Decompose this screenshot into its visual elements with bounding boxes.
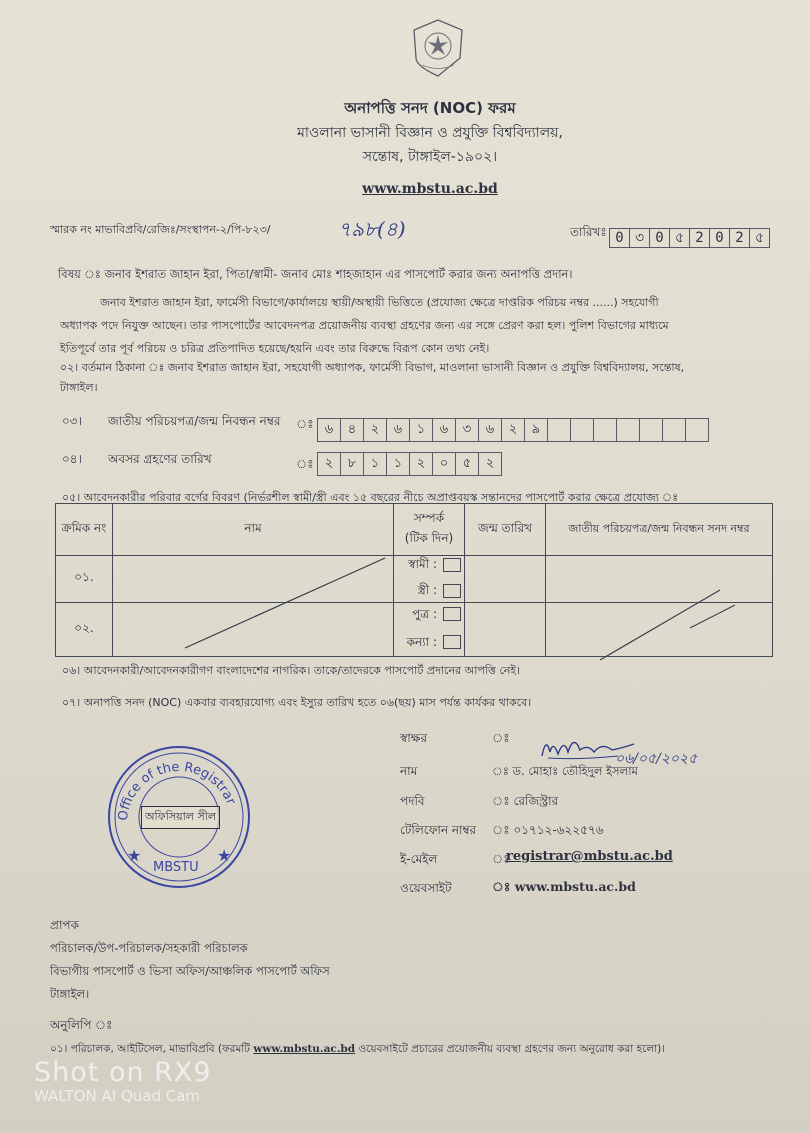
phone-label: টেলিফোন নাম্বর (400, 823, 477, 837)
recipient-label: প্রাপক (50, 918, 79, 932)
memo-number-handwritten: ৭৯৮(৪) (338, 217, 406, 241)
header-name: নাম (113, 504, 394, 556)
website-value: ঃ www.mbstu.ac.bd (492, 879, 636, 894)
seal-bottom-text: MBSTU (153, 860, 199, 875)
retirement-digit-box: ২ (409, 452, 433, 476)
row-nid-cell (546, 556, 773, 603)
row-name-cell (113, 603, 394, 657)
date-digit-box: 0 (709, 228, 730, 248)
retirement-label: অবসর গ্রহণের তারিখ (108, 452, 212, 466)
header-birthdate: জন্ম তারিখ (465, 504, 546, 556)
svg-text:★: ★ (127, 846, 142, 865)
nid-digit-box (662, 418, 686, 442)
name-label: নাম (400, 764, 418, 778)
nid-colon: ঃ (296, 417, 314, 431)
item1-line2: অধ্যাপক পদে নিযুক্ত আছেন। তার পাসপোর্টের আবেদনপত্র প্রয়োজনীয় ব্যবস্থা গ্রহণের জন্য এর সঙ্গে প্রেরণ করা হল। পুলিশ বিভাগের মাধ্যমে (60, 319, 669, 332)
row-birthdate-cell (465, 603, 546, 657)
form-title: অনাপত্তি সনদ (NOC) ফরম (344, 99, 516, 117)
copy-line: ০১। পরিচালক, আইটিসেল, মাভাবিপ্রবি (ফরমটি www.mbstu.ac.bd ওয়েবসাইটে প্রচারের প্রয়োজনীয় ব্যবস্থা গ্রহণের জন্য অনুরোধ করা হলো)। (50, 1043, 666, 1055)
date-digit-box: 0 (609, 228, 630, 248)
header-website: www.mbstu.ac.bd (362, 181, 498, 197)
row-nid-cell (546, 603, 773, 657)
nid-digit-box: ২ (363, 418, 387, 442)
item7-line: ০৭। অনাপত্তি সনদ (NOC) একবার ব্যবহারযোগ্য এবং ইস্যুর তারিখ হতে ০৬(ছয়) মাস পর্যন্ত কার্যকর থাকবে। (62, 696, 532, 709)
nid-digit-box: ৬ (432, 418, 456, 442)
row-name-cell (113, 556, 394, 603)
nid-digit-box: ৬ (386, 418, 410, 442)
nid-digit-box: ৬ (317, 418, 341, 442)
signature-date: ০৬/০৫/২০২৫ (615, 751, 698, 767)
nid-digit-box (685, 418, 709, 442)
header-nid: জাতীয় পরিচয়পত্র/জন্ম নিবন্ধন সনদ নম্বর (546, 504, 773, 556)
nid-digit-box (547, 418, 571, 442)
name-value: ঃ ড. মোহাঃ তৌহিদুল ইসলাম (492, 764, 638, 778)
email-link[interactable]: registrar@mbstu.ac.bd (506, 849, 673, 864)
copy-website-link[interactable]: www.mbstu.ac.bd (253, 1043, 356, 1055)
item1-line1: জনাব ইশরাত জাহান ইরা, ফার্মেসী বিভাগে/কার্যালয়ে স্থায়ী/অস্থায়ী ভিত্তিতে (প্রযোজ্য ক্ষেত্রে দাপ্তরিক পরিচয় নম্বর ......) সহযোগী (100, 296, 659, 309)
phone-value: ঃ ০১৭১২-৬২২৫৭৬ (492, 823, 604, 837)
signature-colon: ঃ (492, 731, 510, 745)
date-label: তারিখঃ (570, 225, 607, 239)
son-checkbox[interactable] (443, 607, 461, 621)
nid-digit-box: ৯ (524, 418, 548, 442)
nid-digit-box: ৬ (478, 418, 502, 442)
designation-label: পদবি (400, 794, 425, 808)
wife-checkbox[interactable] (443, 584, 461, 598)
signature-label: স্বাক্ষর (400, 731, 428, 745)
retirement-colon: ঃ (296, 457, 314, 471)
copy-label: অনুলিপি ঃ (50, 1018, 113, 1032)
date-digit-box: ৫ (749, 228, 770, 248)
retirement-digit-box: ১ (386, 452, 410, 476)
retirement-digit-box: ২ (317, 452, 341, 476)
date-digit-box: 2 (729, 228, 750, 248)
row-serial: ০১. (56, 556, 113, 603)
recipient-line2: বিভাগীয় পাসপোর্ট ও ভিসা অফিস/আঞ্চলিক পাসপোর্ট অফিস (50, 964, 330, 978)
recipient-line3: টাঙ্গাইল। (50, 987, 90, 1001)
svg-text:★: ★ (217, 846, 232, 865)
date-digit-box: ৫ (669, 228, 690, 248)
date-digit-box: 0 (649, 228, 670, 248)
recipient-line1: পরিচালক/উপ-পরিচালক/সহকারী পরিচালক (50, 941, 248, 955)
item4-number: ০৪। (62, 452, 82, 466)
item2-line1: ০২। বর্তমান ঠিকানা ঃ জনাব ইশরাত জাহান ইরা, সহযোগী অধ্যাপক, ফার্মেসী বিভাগ, মাওলানা ভাসানী বিজ্ঞান ও প্রযুক্তি বিশ্ববিদ্যালয়, সন্তোষ, (60, 361, 685, 374)
seal-outer-text: Office of the Registrar (115, 759, 239, 822)
memo-date-boxes (610, 228, 770, 248)
header-serial: ক্রমিক নং (56, 504, 113, 556)
designation-value: ঃ রেজিস্ট্রার (492, 794, 559, 808)
retirement-digit-box: ০ (432, 452, 456, 476)
university-logo-icon (410, 18, 466, 78)
header-relation: সম্পর্ক (টিক দিন) (394, 504, 465, 556)
nid-digit-box: ২ (501, 418, 525, 442)
university-address: সন্তোষ, টাঙ্গাইল-১৯০২। (362, 149, 498, 165)
website-label: ওয়েবসাইট (400, 881, 452, 895)
husband-checkbox[interactable] (443, 558, 461, 572)
item5-line: ০৫। আবেদনকারীর পরিবার বর্গের বিবরণ (নির্ভরশীল স্বামী/স্ত্রী এবং ১৫ বছরের নীচে অপ্রাপ্তবয়স্ক সন্তানদের পাসপোর্ট করার ক্ষেত্রে প্রযোজ্য ঃ (62, 491, 679, 504)
nid-digit-box (570, 418, 594, 442)
nid-digit-box (639, 418, 663, 442)
date-digit-box: 2 (689, 228, 710, 248)
family-table-header (56, 504, 773, 556)
table-row (56, 556, 773, 603)
retirement-date-boxes (318, 452, 502, 476)
retirement-digit-box: ১ (363, 452, 387, 476)
retirement-digit-box: ২ (478, 452, 502, 476)
nid-digit-box (616, 418, 640, 442)
item1-line3: ইতিপূর্বে তার পূর্ব পরিচয় ও চরিত্র প্রতিপাদিত হয়েছে/হয়নি এবং তার বিরুদ্ধে বিরূপ কোন তথ্য নেই। (60, 342, 490, 355)
table-row (56, 603, 773, 657)
nid-digit-box (593, 418, 617, 442)
subject-line: বিষয় ঃ জনাব ইশরাত জাহান ইরা, পিতা/স্বামী- জনাব মোঃ শাহজাহান এর পাসপোর্ট করার জন্য অনাপত্তি প্রদান। (58, 267, 573, 281)
family-table (55, 503, 773, 657)
nid-label: জাতীয় পরিচয়পত্র/জন্ম নিবন্ধন নম্বর (108, 414, 281, 428)
row-birthdate-cell (465, 556, 546, 603)
nid-number-boxes (318, 418, 709, 442)
item6-line: ০৬। আবেদনকারী/আবেদনকারীগণ বাংলাদেশের নাগরিক। তাকে/তাদেরকে পাসপোর্ট প্রদানের আপত্তি নেই। (62, 664, 521, 677)
official-seal-label: অফিসিয়াল সীল (141, 806, 220, 829)
row-serial: ০২. (56, 603, 113, 657)
daughter-checkbox[interactable] (443, 635, 461, 649)
row-relation-cell: পুত্র : কন্যা : (394, 603, 465, 657)
nid-digit-box: ৩ (455, 418, 479, 442)
item3-number: ০৩। (62, 414, 82, 428)
retirement-digit-box: ৮ (340, 452, 364, 476)
email-label: ই-মেইল (400, 852, 438, 866)
row-relation-cell: স্বামী : স্ত্রী : (394, 556, 465, 603)
email-colon: ঃ (492, 852, 510, 866)
nid-digit-box: ৪ (340, 418, 364, 442)
university-name: মাওলানা ভাসানী বিজ্ঞান ও প্রযুক্তি বিশ্ববিদ্যালয়, (297, 125, 563, 141)
retirement-digit-box: ৫ (455, 452, 479, 476)
memo-reference: স্মারক নং মাভাবিপ্রবি/রেজিঃ/সংস্থাপন-২/পি-৮২৩/ (50, 223, 271, 236)
date-digit-box: ৩ (629, 228, 650, 248)
nid-digit-box: ১ (409, 418, 433, 442)
item2-line2: টাঙ্গাইল। (60, 381, 98, 394)
camera-watermark: Shot on RX9 WALTON AI Quad Cam (34, 1057, 212, 1105)
